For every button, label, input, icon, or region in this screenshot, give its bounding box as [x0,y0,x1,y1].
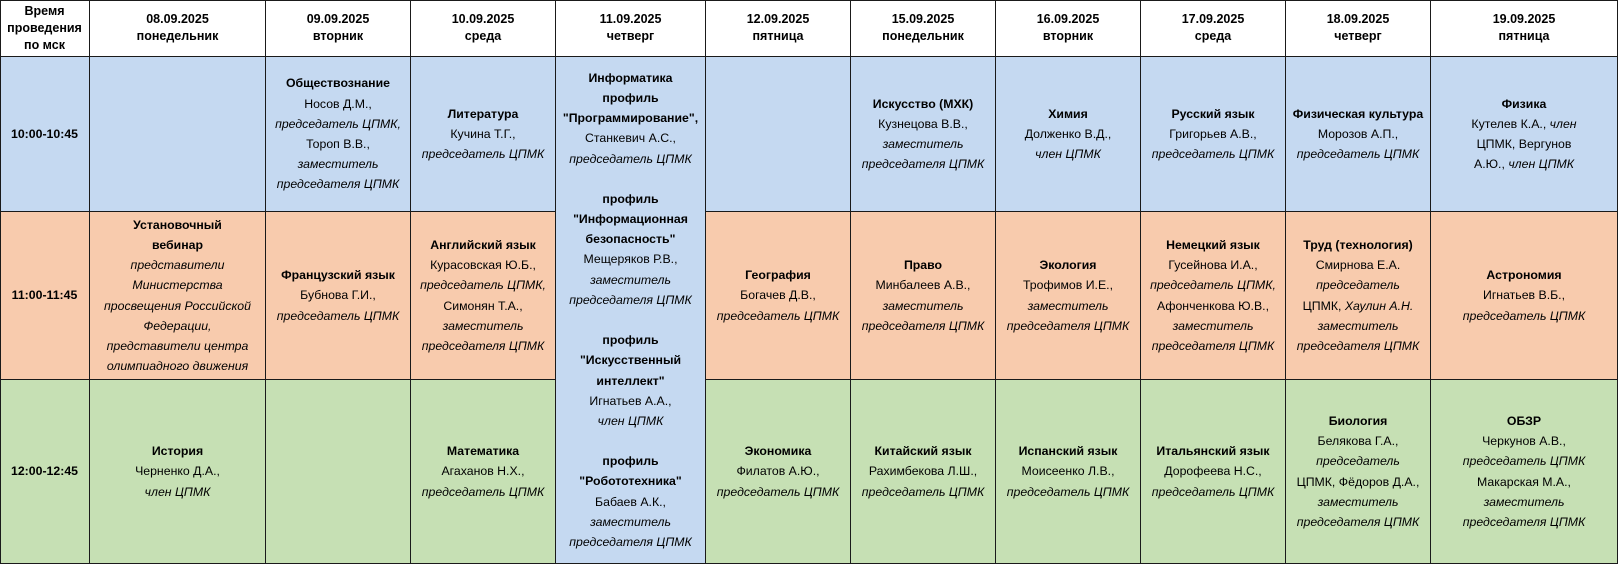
subject-title: профиль [602,91,659,106]
person-name: Курасовская Ю.Б., [430,258,536,273]
role-text: председатель ЦПМК [1151,147,1275,162]
subject-title: Искусство (МХК) [872,96,974,111]
schedule-cell [266,57,411,212]
header-text: Время [24,3,65,18]
role-text: председатель [1316,278,1400,293]
role-text: председатель ЦПМК [1462,454,1586,469]
schedule-cell [996,380,1141,564]
schedule-cell [411,57,556,212]
subject-title: Право [903,258,943,273]
name-text: Кутелев К.А., [1471,116,1550,131]
schedule-cell [996,57,1141,212]
role-text: председатель ЦПМК, [1150,278,1276,293]
day-header-4 [556,0,706,57]
schedule-cell [266,212,411,380]
day-date: 17.09.2025 [1181,12,1245,26]
person-name: Филатов А.Ю., [736,464,820,479]
header-text: проведения [7,20,82,35]
day-weekday: вторник [312,29,364,43]
schedule-cell [996,212,1141,380]
schedule-cell [90,57,266,212]
schedule-cell [90,380,266,564]
role-text: председатель ЦПМК [1462,308,1586,323]
day-date: 16.09.2025 [1036,12,1100,26]
day-date: 10.09.2025 [451,12,515,26]
role-text: председателя ЦПМК [1462,514,1586,529]
mixed-line [1474,154,1574,174]
role-text: заместитель [297,157,379,172]
subject-title: Французский язык [281,268,395,283]
role-text: председатель ЦПМК [716,308,840,323]
subject-title: Математика [446,444,520,459]
subject-title: Труд (технология) [1303,237,1413,252]
role-text: председатель ЦПМК [861,484,985,499]
day-date: 09.09.2025 [306,12,370,26]
schedule-cell [706,57,851,212]
subject-title: безопасность" [585,232,676,247]
day-header-8 [1141,0,1286,57]
name-text: ЦПМК, [1302,298,1345,313]
schedule-cell [706,380,851,564]
time-slot-3 [0,380,90,564]
role-text: заместитель [1317,318,1399,333]
header-text: по мск [24,37,65,52]
subject-title: "Искусственный [579,353,682,368]
role-text: заместитель [1317,494,1399,509]
role-text: председатель ЦПМК [421,484,545,499]
day-weekday: вторник [1042,29,1094,43]
role-text: председателя ЦПМК [276,177,400,192]
role-text: председателя ЦПМК [1006,318,1130,333]
role-text: просвещения Российской [104,298,251,313]
day-date: 12.09.2025 [746,12,810,26]
person-name: Гусейнова И.А., [1168,258,1258,273]
person-name: Богачев Д.В., [740,288,816,303]
day-date: 15.09.2025 [891,12,955,26]
role-text: заместитель [1027,298,1109,313]
schedule-cell [1286,57,1431,212]
role-text: председатель ЦПМК [569,151,692,166]
day-weekday: четверг [1334,29,1382,43]
schedule-cell [90,212,266,380]
role-text: председателя ЦПМК [421,338,545,353]
subject-title: Физическая культура [1292,106,1424,121]
person-name: Игнатьев А.А., [589,393,672,408]
role-text: член ЦПМК [1035,147,1101,162]
role-text: Хаулин А.Н. [1344,298,1414,313]
day-header-5 [706,0,851,57]
subject-title: "Информационная [573,212,688,227]
subject-title: Китайский язык [874,444,972,459]
schedule-cell [1431,380,1618,564]
role-text: заместитель [1483,494,1565,509]
role-text: Федерации, [143,318,212,333]
day-weekday: среда [464,29,502,43]
time-slot-1 [0,57,90,212]
role-text: член [1549,116,1577,131]
subject-title: "Робототехника" [579,474,682,489]
day-header-7 [996,0,1141,57]
subject-title: ОБЗР [1506,413,1542,428]
role-text: председатель ЦПМК [1151,484,1275,499]
subject-title: Астрономия [1486,268,1562,283]
subject-title: Русский язык [1171,106,1255,121]
day-date: 08.09.2025 [146,12,209,26]
role-text: председатель ЦПМК [716,484,840,499]
person-name: Долженко В.Д., [1024,126,1112,141]
person-name: Бабаев А.К., [595,494,666,509]
day-weekday: пятница [752,29,804,43]
role-text: председателя ЦПМК [1296,338,1420,353]
day-header-3 [411,0,556,57]
role-text: член ЦПМК [144,484,211,499]
day-date: 11.09.2025 [599,12,662,26]
role-text: заместитель [590,272,671,287]
schedule-cell [1141,380,1286,564]
role-text: заместитель [882,137,964,151]
person-name: Черкунов А.В., [1482,434,1566,449]
day-date: 19.09.2025 [1492,12,1556,26]
schedule-cell [851,380,996,564]
day-weekday: среда [1194,29,1232,43]
role-text: председателя ЦПМК [861,318,985,333]
person-name: Кузнецова В.В., [878,116,968,131]
schedule-cell [266,380,411,564]
role-text: председатель ЦПМК [276,308,400,323]
person-name: Носов Д.М., [304,96,372,111]
name-text: А.Ю., [1474,157,1509,172]
subject-title: Биология [1328,413,1388,428]
subject-title: профиль [602,191,659,206]
subject-title: Экология [1039,258,1097,273]
person-name: ЦПМК, Фёдоров Д.А., [1296,474,1420,489]
role-text: заместитель [882,298,964,313]
time-slot-label: 10:00-10:45 [11,126,78,141]
person-name: Трофимов И.Е., [1022,278,1114,293]
person-name: Мещеряков Р.В., [583,252,678,267]
schedule-cell [1286,212,1431,380]
day-weekday: понедельник [882,29,964,43]
role-text: председатель ЦПМК [1296,147,1420,162]
schedule-cell [411,380,556,564]
day-header-6 [851,0,996,57]
person-name: Рахимбекова Л.Ш., [868,464,978,479]
subject-title: профиль [602,454,659,469]
day-weekday: понедельник [136,29,219,43]
subject-title: Испанский язык [1018,444,1118,459]
time-slot-label: 12:00-12:45 [11,464,78,479]
role-text: председателя ЦПМК [1151,338,1275,353]
schedule-cell [1431,212,1618,380]
role-text: член ЦПМК [597,413,664,428]
role-text: Министерства [132,278,223,293]
person-name: Агаханов Н.Х., [441,464,525,479]
person-name: Моисеенко Л.В., [1021,464,1115,479]
day-header-9 [1286,0,1431,57]
person-name: Симонян Т.А., [443,298,523,313]
role-text: председатель ЦПМК, [275,116,401,131]
subject-title: Экономика [744,444,812,459]
mixed-line [1303,296,1414,316]
person-name: Григорьев А.В., [1169,126,1257,141]
schedule-cell [1431,57,1618,212]
person-name: Афонченкова Ю.В., [1156,298,1269,313]
subject-title: Установочный [133,217,222,232]
subject-title: География [745,268,811,283]
role-text: председателя ЦПМК [569,534,692,549]
schedule-cell [1141,57,1286,212]
schedule-cell [1141,212,1286,380]
day-header-2 [266,0,411,57]
day-weekday: четверг [606,29,655,43]
subject-title: Химия [1048,106,1088,121]
role-text: заместитель [1172,318,1254,333]
person-name: Игнатьев В.Б., [1482,288,1566,303]
time-column-header [0,0,90,57]
subject-title: История [151,444,204,459]
person-name: Морозов А.П., [1317,126,1399,141]
role-text: председателя ЦПМК [1296,514,1420,529]
role-text: член ЦПМК [1508,157,1574,172]
informatics-merged-cell [556,57,706,564]
schedule-cell [1286,380,1431,564]
subject-title: Итальянский язык [1156,444,1270,459]
time-slot-label: 11:00-11:45 [11,288,78,303]
person-name: ЦПМК, Вергунов [1476,137,1572,151]
role-text: председатель ЦПМК, [420,278,546,293]
role-text: председателя ЦПМК [569,292,692,307]
mixed-line [1471,114,1576,134]
role-text: председатель ЦПМК [1006,484,1130,499]
person-name: Станкевич А.С., [585,131,676,146]
subject-title: интеллект" [596,373,665,388]
person-name: Тороп В.В., [306,137,370,151]
schedule-cell [851,57,996,212]
subject-title: Обществознание [285,76,391,91]
day-header-10 [1431,0,1618,57]
person-name: Минбалеев А.В., [875,278,971,293]
person-name: Кучина Т.Г., [450,126,516,141]
role-text: председатель [1316,454,1400,469]
day-header-1 [90,0,266,57]
subject-title: Литература [447,106,519,121]
person-name: Белякова Г.А., [1317,434,1399,449]
person-name: Дорофеева Н.С., [1164,464,1262,479]
person-name: Смирнова Е.А. [1315,258,1401,273]
role-text: представители центра [106,338,249,353]
schedule-cell [411,212,556,380]
time-slot-2 [0,212,90,380]
subject-title: Немецкий язык [1166,237,1260,252]
role-text: олимпиадного движения [106,359,249,374]
subject-title: вебинар [151,237,203,252]
person-name: Бубнова Г.И., [300,288,376,303]
schedule-cell [706,212,851,380]
role-text: представители [130,258,225,273]
subject-title: Информатика [588,70,673,85]
subject-title: Английский язык [430,237,536,252]
person-name: Черненко Д.А., [135,464,220,479]
day-weekday: пятница [1498,29,1550,43]
role-text: заместитель [590,514,671,529]
role-text: председатель ЦПМК [421,147,545,162]
role-text: председателя ЦПМК [861,157,985,172]
subject-title: Физика [1501,96,1547,111]
schedule-cell [851,212,996,380]
role-text: заместитель [442,318,524,333]
subject-title: профиль [602,333,659,348]
subject-title: "Программирование", [562,111,699,126]
person-name: Макарская М.А., [1477,474,1571,489]
day-date: 18.09.2025 [1326,12,1390,26]
